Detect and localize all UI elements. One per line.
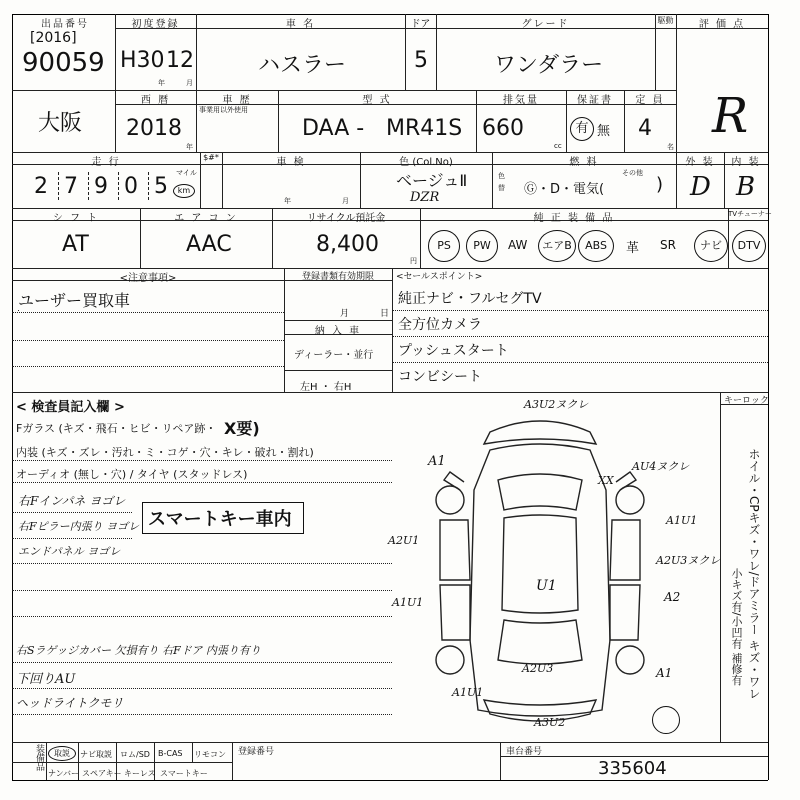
chassis-label: 車台番号 [506,747,543,757]
recycle-label: リサイクル預託金 [306,213,386,224]
shift-label: シ フ ト [52,213,100,224]
bottom-item: リモコン [194,750,226,759]
regdoc-label: 登録書類有効期限 [301,272,374,282]
car-name: ハスラー [258,53,347,78]
drive-label: 駆動 [657,16,674,25]
bottom-item: ロム/SD [120,750,150,759]
capacity-value: 4 [638,116,652,141]
displacement-label: 排気量 [503,95,539,106]
arrival-label: 納 入 車 [314,326,362,337]
mileage-digit: 9 [94,174,108,199]
model-label: 型 式 [362,95,392,106]
warranty-no: 無 [597,124,611,139]
equipment-label: 純 正 装 備 品 [533,213,615,224]
bottom-item: スペアキー [82,769,122,778]
interior-grade: B [736,172,756,202]
inspection-month-unit: 月 [342,197,349,205]
mileage-digit: 0 [124,174,138,199]
diagram-mark: A1 [656,666,673,680]
diagram-mark: XX [598,474,614,487]
diagram-mark: A1U1 [392,596,424,609]
bottom-item: ナビ取説 [80,750,112,759]
color-code: DZR [410,190,440,205]
vertical-note: 小キズ有/小凹有 補修有 [730,568,743,686]
bottom-item: キーレス [124,769,156,778]
handle-position: 左H ・ 右H [300,382,352,393]
mile-unit: マイル [176,169,197,177]
color-change-label: 色替 [498,172,505,192]
grade-value: ワンダラー [494,53,604,78]
regdoc-day: 日 [380,309,390,319]
shift-value: AT [62,232,89,257]
history-note: 事業用以外使用 [199,106,248,114]
bottom-group-label: 装備品 [34,744,44,771]
fuel-other: その他 [622,169,643,177]
door-count: 5 [414,48,428,73]
cc-unit: cc [554,142,562,150]
spare-tire-icon [652,706,680,734]
inspection-year-unit: 年 [284,197,291,205]
bottom-item: スマートキー [160,769,208,778]
year-west-value: 2018 [126,116,182,141]
fuel-label: 燃 料 [569,157,599,168]
equipment-leather: 革 [626,241,640,256]
sales-label: <セールスポイント> [396,272,483,282]
year-unit: 年 [158,79,165,87]
hand-note: エンドパネル ヨゴレ [18,545,121,558]
diagram-mark: A3U2 [534,716,566,729]
inspection-label: 車 検 [276,157,306,168]
equipment-pw: PW [466,230,498,262]
sales-point: 全方位カメラ [398,317,482,333]
fuel-options: Ⓖ・D・電気( [524,182,605,197]
sales-point: 純正ナビ・フルセグTV [398,291,542,307]
diagram-mark: AU4ヌクレ [632,460,690,473]
displacement-value: 660 [482,116,524,141]
capacity-unit: 名 [667,143,674,151]
year-west-unit: 年 [186,143,193,151]
km-unit-mark: km [173,184,195,198]
inspector-header: < 検査員記入欄 > [16,400,125,415]
equipment-sunroof: SR [660,238,676,252]
hand-note: 下回りAU [16,672,76,687]
warranty-label: 保証書 [577,95,613,106]
score-label: 評 価 点 [698,19,746,30]
model-prefix: DAA - [302,116,365,141]
equipment-aw: AW [508,238,528,252]
aircon-value: AAC [186,232,232,257]
regdoc-month: 月 [340,309,350,319]
tv-tuner-label: TVチューナー [728,210,772,218]
car-diagram [420,410,660,730]
hand-note: 右Sラゲッジカバー 欠損有り 右Fドア 内張り有り [16,644,261,657]
equipment-dtv: DTV [732,230,766,262]
exterior-label: 外 装 [685,157,715,168]
diagram-mark: A2U1 [388,534,420,547]
year-label: 西 暦 [140,95,171,106]
recycle-fee: 8,400 [316,232,379,257]
notes-text: ユーザー買取車 [18,291,131,310]
diagram-mark: A2 [664,590,681,604]
first-reg-month: 12 [166,48,194,73]
model-code: MR41S [386,116,463,141]
equipment-abs: ABS [578,230,614,262]
first-reg-era: H30 [120,48,165,73]
aircon-label: エ ア コ ン [174,213,238,224]
mileage-label: 走 行 [91,157,121,168]
smart-key-note: スマートキー車内 [148,509,292,530]
equipment-ps: PS [428,230,460,262]
hand-note: 右Fインパネ ヨゴレ [18,494,126,508]
interior-line: 内装 (キズ・ズレ・汚れ・ミ・コゲ・穴・キレ・破れ・割れ) [16,446,314,459]
vertical-note: ホイル・CPキズ・ワレ/ドアミラー キズ・ワレ [747,448,761,700]
chassis-number: 335604 [598,758,667,779]
keylock-label: キーロック [724,396,769,406]
sabi-label: $#* [203,153,219,162]
score-value: R [712,88,749,144]
yen-unit: 円 [410,257,417,265]
region: 大阪 [38,111,83,136]
hand-note: 右Fピラー内張り ヨゴレ [18,520,140,533]
first-registration-label: 初度登録 [131,19,180,30]
exterior-grade: D [690,172,711,202]
sales-point: プッシュスタート [398,343,509,359]
month-unit: 月 [186,79,193,87]
mileage-digit: 5 [154,174,168,199]
lot-year: [2016] [30,30,77,46]
bottom-item: B-CAS [158,749,183,758]
car-name-label: 車 名 [285,19,316,30]
equipment-airbag: エアB [538,230,576,262]
color-value: ベージュⅡ [396,171,468,190]
equipment-navi: ナビ [694,230,728,262]
bottom-item-manual: 取説 [48,746,76,761]
mileage-digits [32,166,182,206]
interior-label: 内 装 [731,157,761,168]
diagram-mark: A2U3 [522,662,554,675]
glass-mark: X要) [224,419,260,438]
diagram-mark: A1 [428,454,446,469]
fuel-close: ) [656,174,664,195]
warranty-yes-mark: 有 [570,117,594,141]
dealer-used: ディーラー・並行 [294,350,374,361]
history-label: 車 歴 [222,95,252,106]
reg-no-label: 登録番号 [238,747,275,757]
diagram-mark: A1U1 [452,686,484,699]
mileage-digit: 7 [64,174,78,199]
bottom-item: ナンバー [48,769,80,778]
hand-note: ヘッドライトクモリ [16,696,124,710]
notes-label: <注意事項> [119,273,177,284]
audio-line: オーディオ (無し・穴) / タイヤ (スタッドレス) [16,468,248,481]
diagram-mark: A1U1 [666,514,698,527]
sales-point: コンビシート [398,369,482,385]
mileage-digit: 2 [34,174,48,199]
grade-label: グレード [521,19,570,30]
color-label: 色 (Col.No) [399,157,453,168]
door-label: ドア [410,19,431,30]
capacity-label: 定 員 [635,95,665,106]
lot-number-label: 出品番号 [41,19,89,30]
glass-line: Fガラス (キズ・飛石・ヒビ・リペア跡・ [16,422,217,435]
lot-number: 90059 [22,48,105,78]
diagram-mark: A2U3ヌクレ [656,554,721,567]
diagram-mark: U1 [536,578,557,594]
diagram-mark: A3U2ヌクレ [524,398,589,411]
